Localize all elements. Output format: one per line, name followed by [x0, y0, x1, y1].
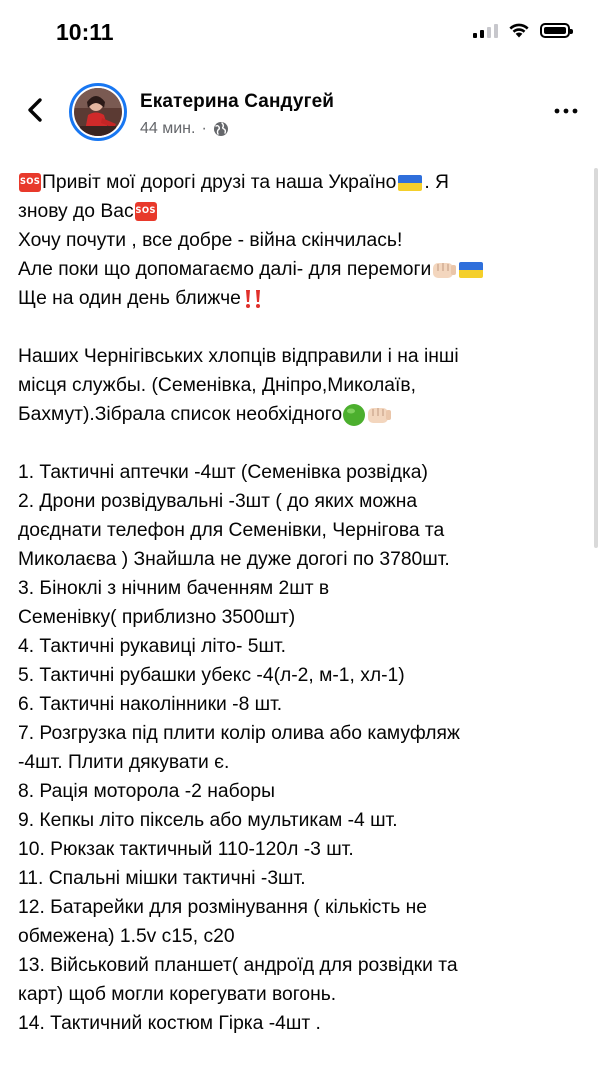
more-dots-icon [553, 98, 579, 124]
list-item: 10. Рюкзак тактичный 110-120л -3 шт. [18, 839, 354, 860]
list-item: 6. Тактичні наколінники -8 шт. [18, 694, 283, 715]
post-line: SOS Привіт мої дорогі друзі та наша Україно . Я [19, 172, 449, 193]
chevron-left-icon [18, 88, 52, 132]
list-item: 4. Тактичні рукавиці літо- 5шт. [18, 636, 286, 657]
list-item: 9. Кепкы літо піксель або мультикам -4 шт. [18, 810, 398, 831]
wifi-icon [508, 22, 530, 38]
post-line: знову до Вас SOS [18, 201, 156, 222]
post-line: Але поки що допомагаємо далі- для перемоги [18, 255, 578, 284]
sos-emoji-icon: SOS [135, 202, 157, 221]
ukraine-flag-icon [459, 262, 483, 278]
post-time[interactable]: 44 мин. [140, 120, 196, 137]
list-item: карт) щоб могли корегувати вогонь. [18, 984, 337, 1005]
post-text [18, 168, 578, 1038]
list-item: 13. Військовий планшет( андроїд для розвідки та [18, 955, 458, 976]
list-item: 5. Тактичні рубашки убекс -4(л-2, м-1, хл-1) [18, 665, 405, 686]
fist-emoji-icon [431, 259, 457, 281]
back-button[interactable] [18, 88, 52, 132]
list-item: 12. Батарейки для розмінування ( кількість не [18, 897, 428, 918]
list-item: 1. Тактичні аптечки -4шт (Семенівка розвідка) [18, 462, 428, 483]
status-icons [473, 22, 570, 38]
list-item: Миколаєва ) Знайшла не дуже догогі по 3780шт. [18, 549, 450, 570]
list-item: 2. Дрони розвідувальні -3шт ( до яких можна [18, 491, 418, 512]
ukraine-flag-icon [398, 175, 422, 191]
post-line: місця службы. (Семенівка, Дніпро,Миколаїв, [18, 375, 416, 396]
list-item: 11. Спальні мішки тактичні -3шт. [18, 868, 306, 889]
list-item: обмежена) 1.5v c15, c20 [18, 926, 235, 947]
list-item: 7. Розгрузка під плити колір олива або камуфляж [18, 723, 460, 744]
list-item: 8. Рація моторола -2 наборы [18, 781, 275, 802]
post-line: Бахмут).Зібрала список необхідного [18, 400, 578, 429]
list-item: доєднати телефон для Семенівки, Чернігова та [18, 520, 445, 541]
list-item: 14. Тактичний костюм Гірка -4шт . [18, 1013, 321, 1034]
globe-icon[interactable] [213, 121, 229, 137]
meta-separator: · [201, 120, 207, 137]
post-header [0, 74, 600, 146]
fist-emoji-icon [366, 404, 392, 426]
list-item: -4шт. Плити дякувати є. [18, 752, 230, 773]
more-options-button[interactable] [553, 98, 579, 124]
status-time: 10:11 [56, 19, 114, 45]
avatar[interactable] [69, 83, 127, 141]
post-line: Наших Чернігівських хлопців відправили і на інші [18, 346, 459, 367]
list-item: 3. Біноклі з нічним баченням 2шт в [18, 578, 330, 599]
post-line: Хочу почути , все добре - війна скінчилась! [18, 230, 403, 251]
scrollbar-thumb[interactable] [594, 168, 598, 548]
status-bar [0, 0, 600, 66]
cellular-signal-icon [473, 22, 498, 38]
double-exclamation-icon [241, 288, 263, 310]
list-item: Семенівку( приблизно 3500шт) [18, 607, 296, 628]
post-meta [140, 120, 229, 138]
sos-emoji-icon: SOS [19, 173, 41, 192]
green-circle-icon [342, 403, 366, 427]
battery-icon [540, 23, 570, 38]
post-line: Ще на один день ближче [18, 284, 578, 313]
avatar-image [74, 88, 122, 136]
author-name[interactable]: Екатерина Сандугей [140, 91, 335, 112]
